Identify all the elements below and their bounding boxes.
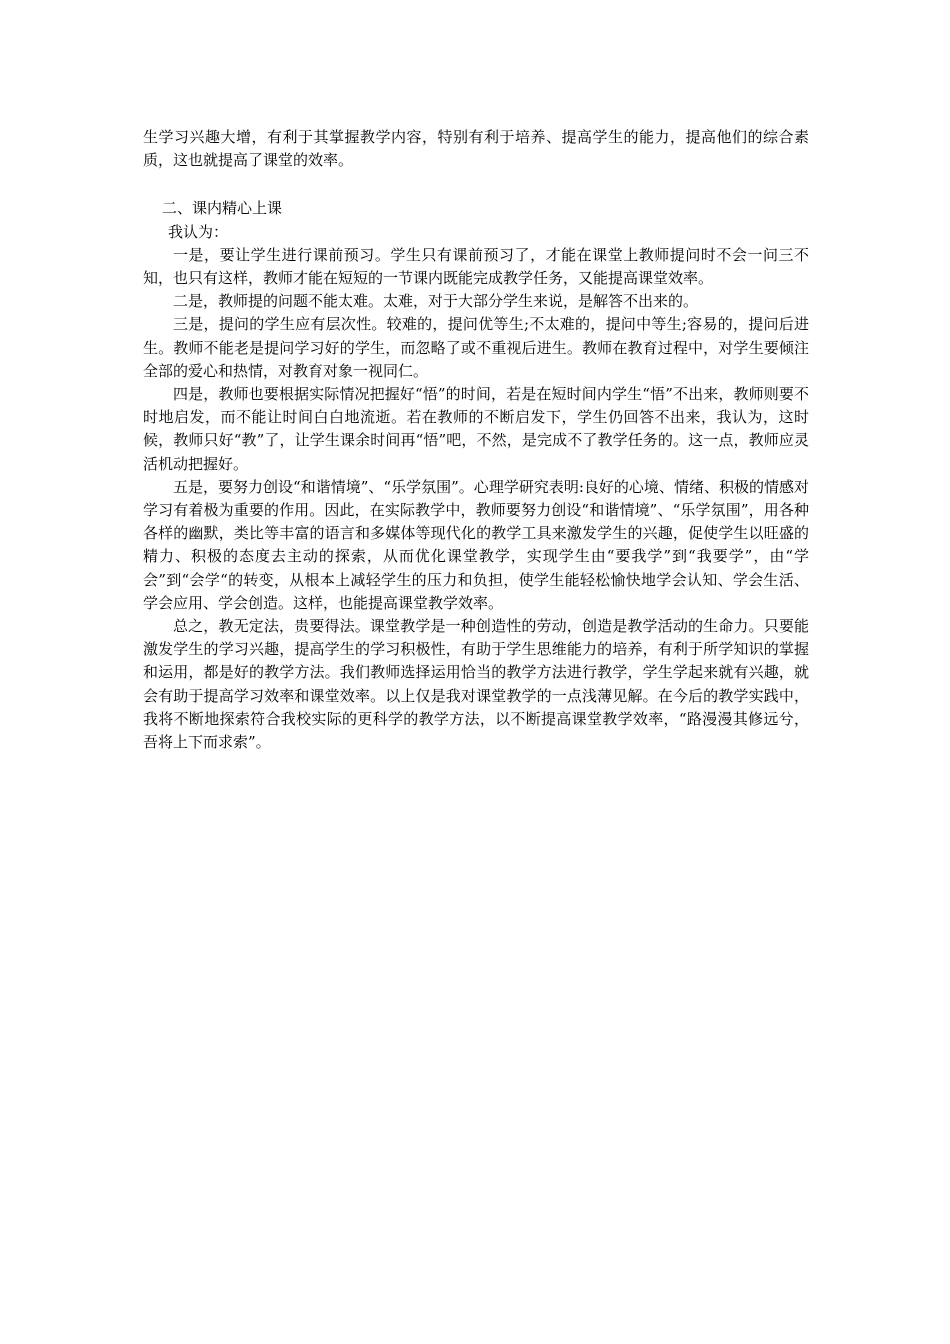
paragraph-point-3: 三是，提问的学生应有层次性。较难的，提问优等生;不太难的，提问中等生;容易的，提问后进生。教师不能老是提问学习好的学生，而忽略了或不重视后进生。教师在教育过程中，对学生要倾注全部的爱心和热情，对教育对象一视同仁。 (143, 315, 809, 380)
paragraph-point-4: 四是，教师也要根据实际情况把握好“悟”的时间，若是在短时间内学生“悟”不出来，教师则要不时地启发，而不能让时间白白地流逝。若在教师的不断启发下，学生仍回答不出来，我认为，这时候，教师只好“教”了，让学生课余时间再“悟”吧，不然，是完成不了教学任务的。这一点，教师应灵活机动把握好。 (143, 385, 809, 473)
lead-line: 我认为： (168, 222, 229, 241)
paragraph-point-1: 一是，要让学生进行课前预习。学生只有课前预习了，才能在课堂上教师提问时不会一问三不知，也只有这样，教师才能在短短的一节课内既能完成教学任务，又能提高课堂效率。 (143, 245, 809, 288)
intro-continuation-paragraph: 生学习兴趣大增，有利于其掌握教学内容，特别有利于培养、提高学生的能力，提高他们的综合素质，这也就提高了课堂的效率。 (143, 128, 809, 170)
paragraph-point-5: 五是，要努力创设“和谐情境”、“乐学氛围”。心理学研究表明:良好的心境、情绪、积极的情感对学习有着极为重要的作用。因此，在实际教学中，教师要努力创设“和谐情境”、“乐学氛围”，用各种各样的幽默，类比等丰富的语言和多媒体等现代化的教学工具来激发学生的兴趣，促使学生以旺盛的精力、积极的态度去主动的探索，从而优化课堂教学，实现学生由“要我学”到“我要学”，由“学会”到“会学“的转变，从根本上减轻学生的压力和负担，使学生能轻松愉快地学会认知、学会生活、学会应用、学会创造。这样，也能提高课堂教学效率。 (143, 477, 809, 612)
paragraph-point-2: 二是，教师提的问题不能太难。太难，对于大部分学生来说，是解答不出来的。 (173, 292, 699, 311)
document-page (143, 126, 809, 754)
paragraph-conclusion: 总之，教无定法，贵要得法。课堂教学是一种创造性的劳动，创造是教学活动的生命力。只要能激发学生的学习兴趣，提高学生的学习积极性，有助于学生思维能力的培养，有利于所学知识的掌握和运用，都是好的教学方法。我们教师选择运用恰当的教学方法进行教学，学生学起来就有兴趣，就会有助于提高学习效率和课堂效率。以上仅是我对课堂教学的一点浅薄见解。在今后的教学实践中，我将不断地探索符合我校实际的更科学的教学方法，以不断提高课堂教学效率，“路漫漫其修远兮，吾将上下而求索”。 (143, 617, 809, 752)
section-heading: 二、课内精心上课 (162, 199, 283, 218)
